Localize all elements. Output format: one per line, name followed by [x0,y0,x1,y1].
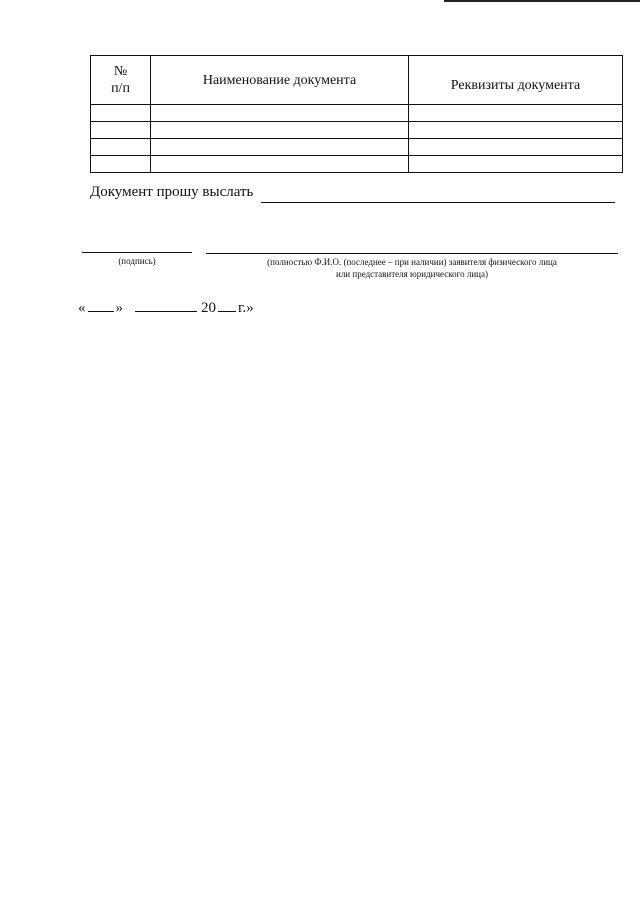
header-document-requisites: Реквизиты документа [409,56,623,105]
cell-document-name[interactable] [151,122,409,139]
full-name-caption-line2: или представителя юридического лица) [336,269,488,279]
scan-edge-mark [444,0,640,2]
full-name-field[interactable] [206,253,618,254]
date-century: 20 [201,300,216,316]
cell-document-name[interactable] [151,105,409,122]
cell-number[interactable] [91,105,151,122]
header-number-line1: № [113,64,128,79]
header-number-line2: п/п [111,81,130,96]
date-row [78,297,254,317]
table-header-row [91,56,623,105]
date-suffix: г.» [238,300,254,316]
cell-document-name[interactable] [151,156,409,173]
full-name-caption [206,256,618,280]
cell-document-requisites[interactable] [409,139,623,156]
header-document-name: Наименование документа [151,56,409,105]
signature-field[interactable] [82,252,192,253]
date-month-field[interactable] [135,297,197,312]
table-row [91,139,623,156]
table-row [91,156,623,173]
send-document-field[interactable] [261,202,615,203]
table-row [91,122,623,139]
cell-number[interactable] [91,156,151,173]
date-year-field[interactable] [218,297,236,312]
header-number [91,56,151,105]
cell-number[interactable] [91,122,151,139]
cell-number[interactable] [91,139,151,156]
cell-document-requisites[interactable] [409,122,623,139]
date-close-quote: » [115,300,123,316]
documents-table [90,55,623,173]
table-row [91,105,623,122]
date-day-field[interactable] [88,297,114,312]
full-name-caption-line1: (полностью Ф.И.О. (последнее – при наличии) заявителя физического лица [267,257,557,267]
signature-caption: (подпись) [118,256,156,266]
cell-document-name[interactable] [151,139,409,156]
cell-document-requisites[interactable] [409,105,623,122]
send-document-label: Документ прошу выслать [90,184,254,200]
date-open-quote: « [78,300,86,316]
cell-document-requisites[interactable] [409,156,623,173]
